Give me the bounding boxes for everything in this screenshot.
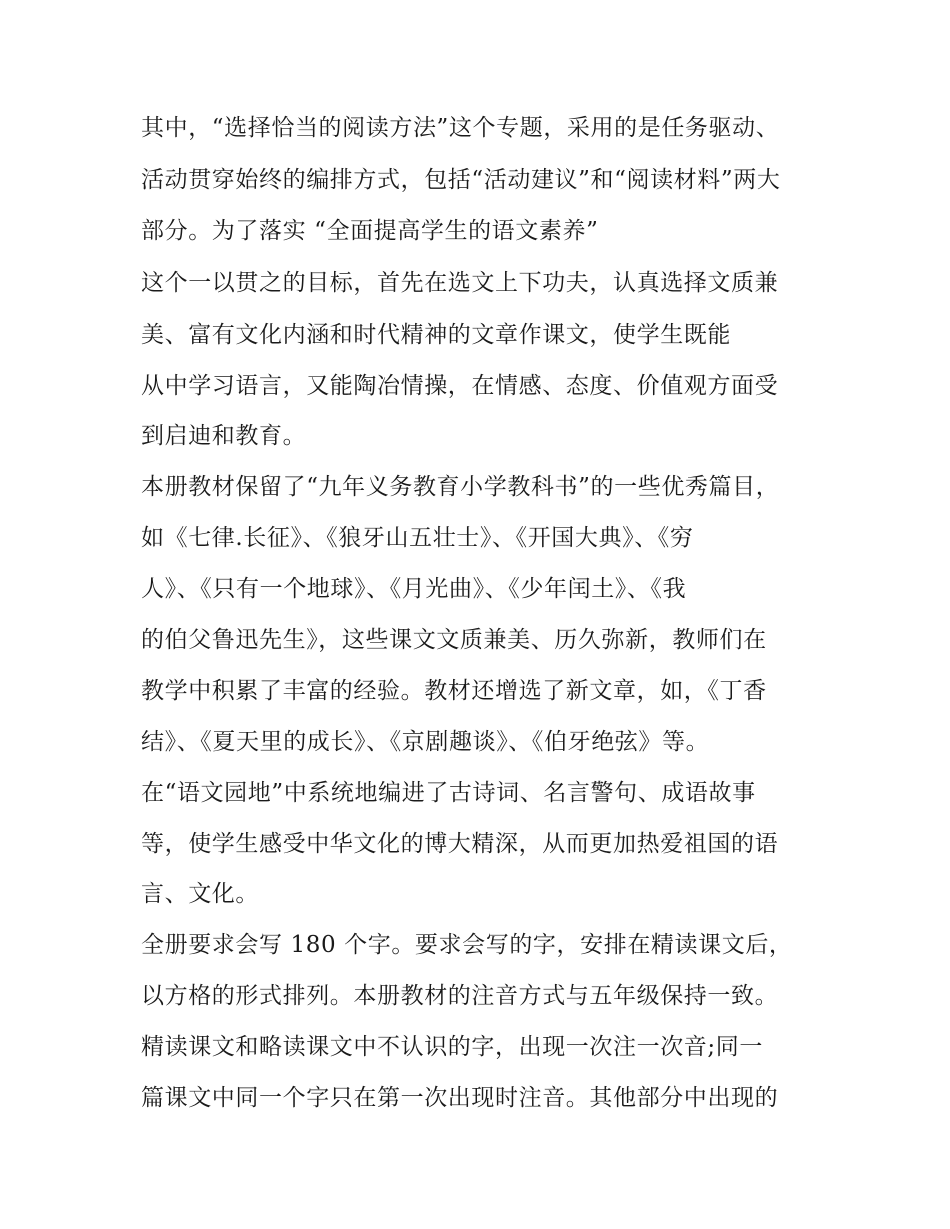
text-line: 精读课文和略读课文中不认识的字，出现一次注一次音;同一 xyxy=(141,1034,763,1060)
text-line: 言、文化。 xyxy=(141,881,259,907)
text-line: 教学中积累了丰富的经验。教材还增选了新文章，如，《丁香 xyxy=(141,678,767,704)
text-line: 等，使学生感受中华文化的博大精深，从而更加热爱祖国的语 xyxy=(141,831,779,857)
text-line: 的伯父鲁迅先生》，这些课文文质兼美、历久弥新，教师们在 xyxy=(141,627,767,653)
text-line: 活动贯穿始终的编排方式，包括“活动建议”和“阅读材料”两大 xyxy=(141,167,781,193)
text-line: 在“语文园地”中系统地编进了古诗词、名言警句、成语故事 xyxy=(141,780,756,806)
text-line: 本册教材保留了“九年义务教育小学教科书”的一些优秀篇目， xyxy=(141,474,780,500)
text-line: 全册要求会写 180 个字。要求会写的字，安排在精读课文后， xyxy=(141,932,793,958)
text-line: 部分。为了落实 “全面提高学生的语文素养” xyxy=(141,218,599,244)
text-line: 如《七律.长征》、《狼牙山五壮士》、《开国大典》、《穷 xyxy=(141,525,694,551)
text-line: 人》、《只有一个地球》、《月光曲》、《少年闰土》、《我 xyxy=(141,576,687,602)
text-line: 结》、《夏天里的成长》、《京剧趣谈》、《伯牙绝弦》等。 xyxy=(141,729,710,755)
text-line: 其中，“选择恰当的阅读方法”这个专题，采用的是任务驱动、 xyxy=(141,115,780,141)
text-line: 到启迪和教育。 xyxy=(141,423,307,449)
text-line: 从中学习语言，又能陶冶情操，在情感、态度、价值观方面受 xyxy=(141,373,779,399)
text-line: 篇课文中同一个字只在第一次出现时注音。其他部分中出现的 xyxy=(141,1085,779,1111)
text-line: 美、富有文化内涵和时代精神的文章作课文，使学生既能 xyxy=(141,322,731,348)
text-line: 以方格的形式排列。本册教材的注音方式与五年级保持一致。 xyxy=(141,983,779,1009)
text-line: 这个一以贯之的目标，首先在选文上下功夫，认真选择文质兼 xyxy=(141,270,779,296)
